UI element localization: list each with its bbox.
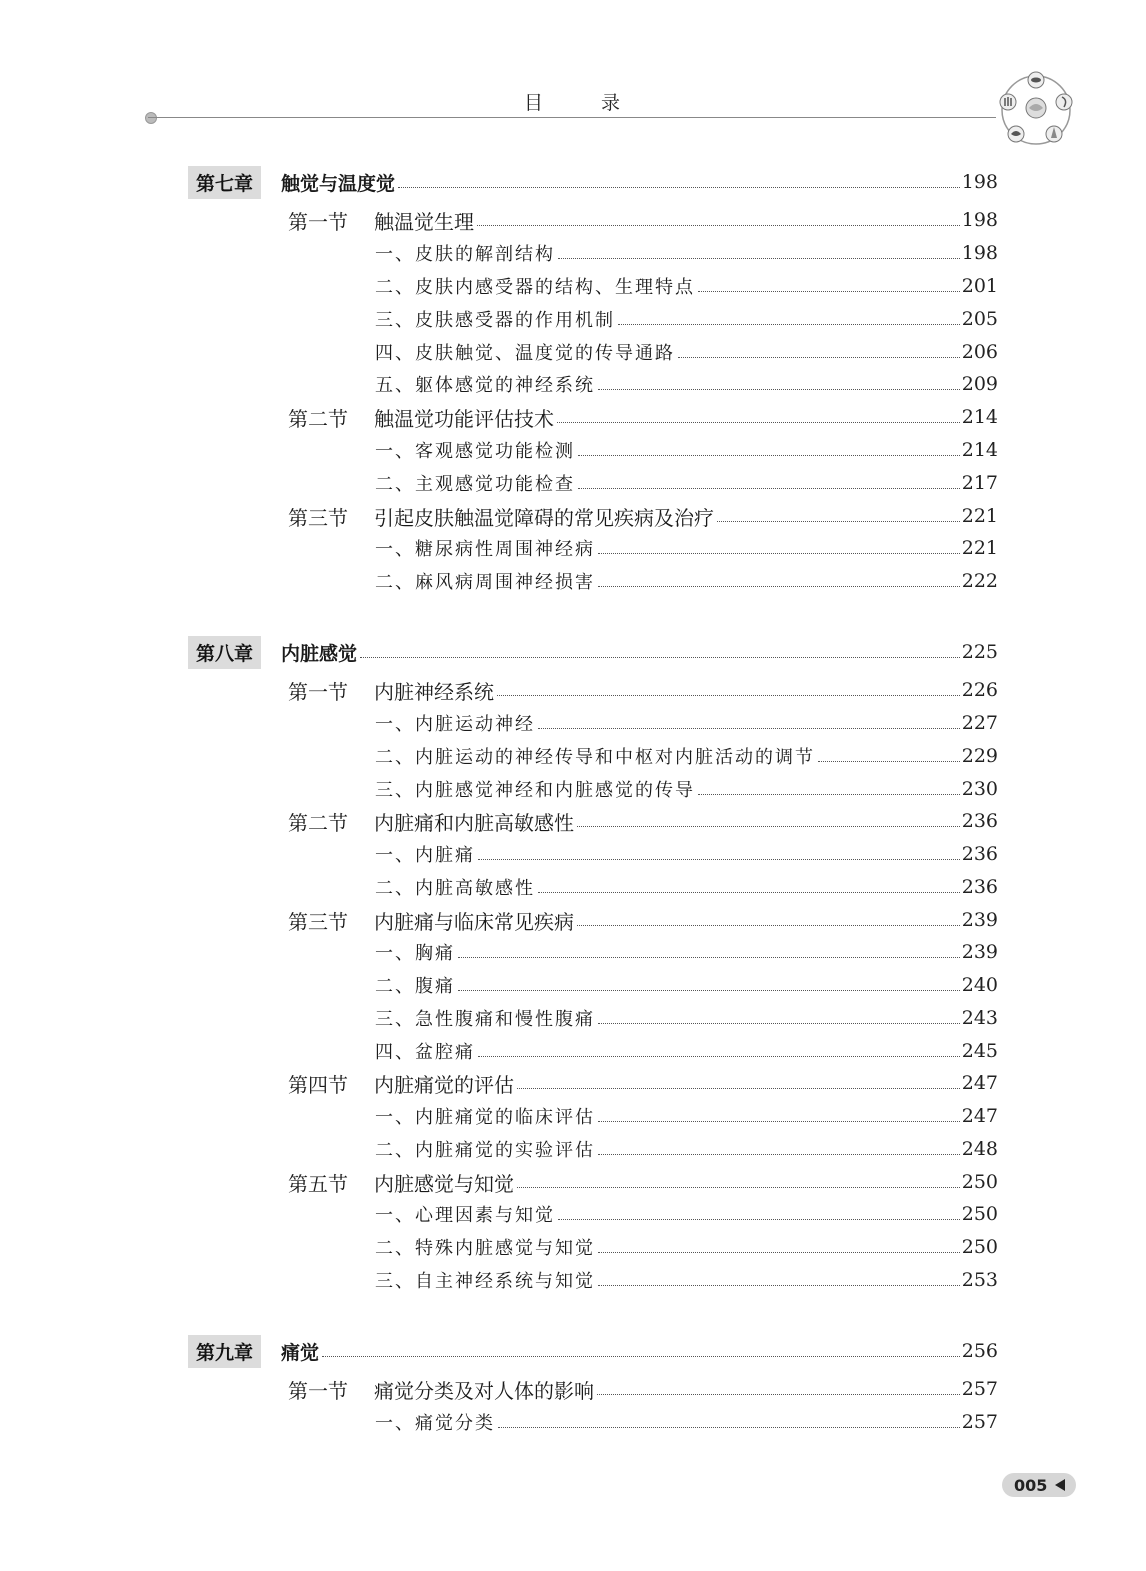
toc-page-number: 256 — [961, 1340, 998, 1362]
dot-leader — [538, 892, 960, 893]
dot-leader — [598, 1252, 960, 1253]
toc-entry-title: 一、内脏运动神经 — [375, 714, 535, 735]
toc-entry-title: 三、内脏感觉神经和内脏感觉的传导 — [375, 780, 695, 801]
toc-page-number: 248 — [961, 1138, 998, 1160]
page-number-badge — [1002, 1473, 1076, 1497]
header-title-left: 目 — [523, 92, 545, 114]
toc-page-number: 221 — [961, 537, 998, 559]
toc-entry-title: 内脏感觉 — [281, 642, 358, 665]
section-number-label: 第三节 — [288, 909, 348, 934]
dot-leader — [577, 826, 960, 827]
toc-page-number: 230 — [961, 778, 998, 800]
section-number-label: 第一节 — [288, 1378, 348, 1403]
toc-section-entry[interactable] — [288, 402, 998, 432]
toc-entry-title: 二、麻风病周围神经损害 — [375, 572, 595, 593]
toc-entry-title: 一、心理因素与知觉 — [375, 1205, 555, 1226]
dot-leader — [598, 1023, 960, 1024]
toc-item-entry[interactable] — [375, 1003, 998, 1033]
dot-leader — [478, 859, 960, 860]
toc-item-entry[interactable] — [375, 970, 998, 1000]
toc-entry-title: 五、躯体感觉的神经系统 — [375, 375, 595, 396]
toc-entry-title: 一、内脏痛 — [375, 845, 475, 866]
toc-entry-title: 触温觉功能评估技术 — [374, 406, 554, 431]
section-number-label: 第四节 — [288, 1072, 348, 1097]
toc-page-number: 209 — [961, 373, 998, 395]
dot-leader — [478, 1056, 960, 1057]
header-title-right: 录 — [601, 92, 623, 114]
chapter-number-badge: 第九章 — [188, 1335, 261, 1368]
dot-leader — [398, 187, 960, 188]
toc-entry-title: 一、糖尿病性周围神经病 — [375, 539, 595, 560]
dot-leader — [597, 1394, 960, 1395]
dot-leader — [598, 389, 960, 390]
dot-leader — [698, 794, 960, 795]
toc-page-number: 247 — [961, 1072, 998, 1094]
section-number-label: 第二节 — [288, 406, 348, 431]
toc-page-number: 226 — [961, 679, 998, 701]
toc-page-number: 201 — [961, 275, 998, 297]
toc-entry-title: 内脏痛与临床常见疾病 — [374, 909, 574, 934]
toc-page-number: 227 — [961, 712, 998, 734]
dot-leader — [678, 357, 960, 358]
dot-leader — [578, 455, 960, 456]
toc-page-number: 257 — [961, 1411, 998, 1433]
toc-entry-title: 内脏感觉与知觉 — [374, 1171, 514, 1196]
toc-entry-title: 内脏神经系统 — [374, 679, 494, 704]
dot-leader — [598, 586, 960, 587]
toc-page-number: 229 — [961, 745, 998, 767]
toc-page-number: 243 — [961, 1007, 998, 1029]
toc-item-entry[interactable] — [375, 872, 998, 902]
toc-item-entry[interactable] — [375, 1407, 998, 1437]
toc-entry-title: 一、内脏痛觉的临床评估 — [375, 1107, 595, 1128]
toc-page-number: 257 — [961, 1378, 998, 1400]
dot-leader — [717, 521, 960, 522]
toc-item-entry[interactable] — [375, 271, 998, 301]
toc-entry-title: 一、客观感觉功能检测 — [375, 441, 575, 462]
toc-page-number: 198 — [961, 171, 998, 193]
toc-entry-title: 一、皮肤的解剖结构 — [375, 244, 555, 265]
toc-page-number: 198 — [961, 209, 998, 231]
toc-chapter-entry[interactable] — [188, 167, 998, 197]
toc-entry-title: 二、内脏高敏感性 — [375, 878, 535, 899]
dot-leader — [477, 225, 960, 226]
toc-item-entry[interactable] — [375, 337, 998, 367]
toc-item-entry[interactable] — [375, 533, 998, 563]
toc-page-number: 214 — [961, 439, 998, 461]
toc-item-entry[interactable] — [375, 1036, 998, 1066]
toc-entry-title: 一、痛觉分类 — [375, 1413, 495, 1434]
toc-page-number: 225 — [961, 641, 998, 663]
toc-page-number: 250 — [961, 1236, 998, 1258]
toc-entry-title: 触温觉生理 — [374, 209, 474, 234]
toc-section-entry[interactable] — [288, 1068, 998, 1098]
toc-item-entry[interactable] — [375, 708, 998, 738]
toc-section-entry[interactable] — [288, 205, 998, 235]
toc-entry-title: 二、内脏痛觉的实验评估 — [375, 1140, 595, 1161]
toc-item-entry[interactable] — [375, 1134, 998, 1164]
toc-item-entry[interactable] — [375, 369, 998, 399]
dot-leader — [498, 1427, 960, 1428]
toc-section-entry[interactable] — [288, 1167, 998, 1197]
page-number: 005 — [1014, 1475, 1048, 1495]
toc-entry-title: 三、自主神经系统与知觉 — [375, 1271, 595, 1292]
toc-entry-title: 内脏痛觉的评估 — [374, 1072, 514, 1097]
toc-page-number: 222 — [961, 570, 998, 592]
dot-leader — [497, 695, 960, 696]
section-number-label: 第一节 — [288, 209, 348, 234]
toc-item-entry[interactable] — [375, 1232, 998, 1262]
toc-page-number: 239 — [961, 941, 998, 963]
toc-entry-title: 二、皮肤内感受器的结构、生理特点 — [375, 277, 695, 298]
toc-page-number: 221 — [961, 505, 998, 527]
toc-entry-title: 四、皮肤触觉、温度觉的传导通路 — [375, 343, 675, 364]
dot-leader — [517, 1088, 960, 1089]
toc-entry-title: 四、盆腔痛 — [375, 1042, 475, 1063]
toc-entry-title: 二、腹痛 — [375, 976, 455, 997]
toc-page-number: 247 — [961, 1105, 998, 1127]
toc-page-number: 236 — [961, 810, 998, 832]
section-number-label: 第五节 — [288, 1171, 348, 1196]
dot-leader — [598, 553, 960, 554]
dot-leader — [577, 925, 960, 926]
dot-leader — [517, 1187, 960, 1188]
dot-leader — [458, 990, 960, 991]
toc-section-entry[interactable] — [288, 501, 998, 531]
toc-section-entry[interactable] — [288, 905, 998, 935]
toc-page-number: 245 — [961, 1040, 998, 1062]
dot-leader — [458, 957, 960, 958]
toc-page-number: 240 — [961, 974, 998, 996]
section-number-label: 第一节 — [288, 679, 348, 704]
toc-entry-title: 二、特殊内脏感觉与知觉 — [375, 1238, 595, 1259]
toc-page-number: 236 — [961, 876, 998, 898]
toc-section-entry[interactable] — [288, 806, 998, 836]
dot-leader — [557, 422, 960, 423]
toc-entry-title: 三、皮肤感受器的作用机制 — [375, 310, 615, 331]
dot-leader — [360, 657, 960, 658]
toc-page-number: 236 — [961, 843, 998, 865]
toc-section-entry[interactable] — [288, 675, 998, 705]
toc-page-number: 198 — [961, 242, 998, 264]
toc-section-entry[interactable] — [288, 1374, 998, 1404]
toc-page-number: 253 — [961, 1269, 998, 1291]
toc-entry-title: 一、胸痛 — [375, 943, 455, 964]
dot-leader — [578, 488, 960, 489]
toc-item-entry[interactable] — [375, 839, 998, 869]
dot-leader — [322, 1356, 960, 1357]
chapter-number-badge: 第八章 — [188, 636, 261, 669]
toc-entry-title: 三、急性腹痛和慢性腹痛 — [375, 1009, 595, 1030]
toc-item-entry[interactable] — [375, 1101, 998, 1131]
toc-item-entry[interactable] — [375, 774, 998, 804]
dot-leader — [538, 728, 960, 729]
toc-item-entry[interactable] — [375, 566, 998, 596]
dot-leader — [598, 1285, 960, 1286]
toc-entry-title: 二、内脏运动的神经传导和中枢对内脏活动的调节 — [375, 747, 815, 768]
toc-chapter-entry[interactable] — [188, 1336, 998, 1366]
toc-page-number: 217 — [961, 472, 998, 494]
dot-leader — [558, 258, 960, 259]
toc-item-entry[interactable] — [375, 741, 998, 771]
toc-item-entry[interactable] — [375, 937, 998, 967]
section-number-label: 第二节 — [288, 810, 348, 835]
toc-page-number: 214 — [961, 406, 998, 428]
toc-item-entry[interactable] — [375, 1265, 998, 1295]
toc-item-entry[interactable] — [375, 468, 998, 498]
toc-page-number: 206 — [961, 341, 998, 363]
toc-item-entry[interactable] — [375, 435, 998, 465]
toc-entry-title: 痛觉分类及对人体的影响 — [374, 1378, 594, 1403]
toc-chapter-entry[interactable] — [188, 637, 998, 667]
toc-page-number: 250 — [961, 1203, 998, 1225]
dot-leader — [618, 324, 960, 325]
toc-item-entry[interactable] — [375, 238, 998, 268]
dot-leader — [598, 1121, 960, 1122]
toc-page-number: 205 — [961, 308, 998, 330]
toc-page-number: 239 — [961, 909, 998, 931]
toc-item-entry[interactable] — [375, 304, 998, 334]
dot-leader — [558, 1219, 960, 1220]
toc-entry-title: 引起皮肤触温觉障碍的常见疾病及治疗 — [374, 505, 714, 530]
dot-leader — [698, 291, 960, 292]
toc-page-number: 250 — [961, 1171, 998, 1193]
section-number-label: 第三节 — [288, 505, 348, 530]
toc-item-entry[interactable] — [375, 1199, 998, 1229]
toc-entry-title: 内脏痛和内脏高敏感性 — [374, 810, 574, 835]
toc-entry-title: 痛觉 — [281, 1341, 320, 1364]
toc-entry-title: 触觉与温度觉 — [281, 172, 396, 195]
toc-entry-title: 二、主观感觉功能检查 — [375, 474, 575, 495]
dot-leader — [818, 761, 960, 762]
dot-leader — [598, 1154, 960, 1155]
chapter-number-badge: 第七章 — [188, 166, 261, 199]
left-arrow-icon — [1055, 1479, 1065, 1491]
